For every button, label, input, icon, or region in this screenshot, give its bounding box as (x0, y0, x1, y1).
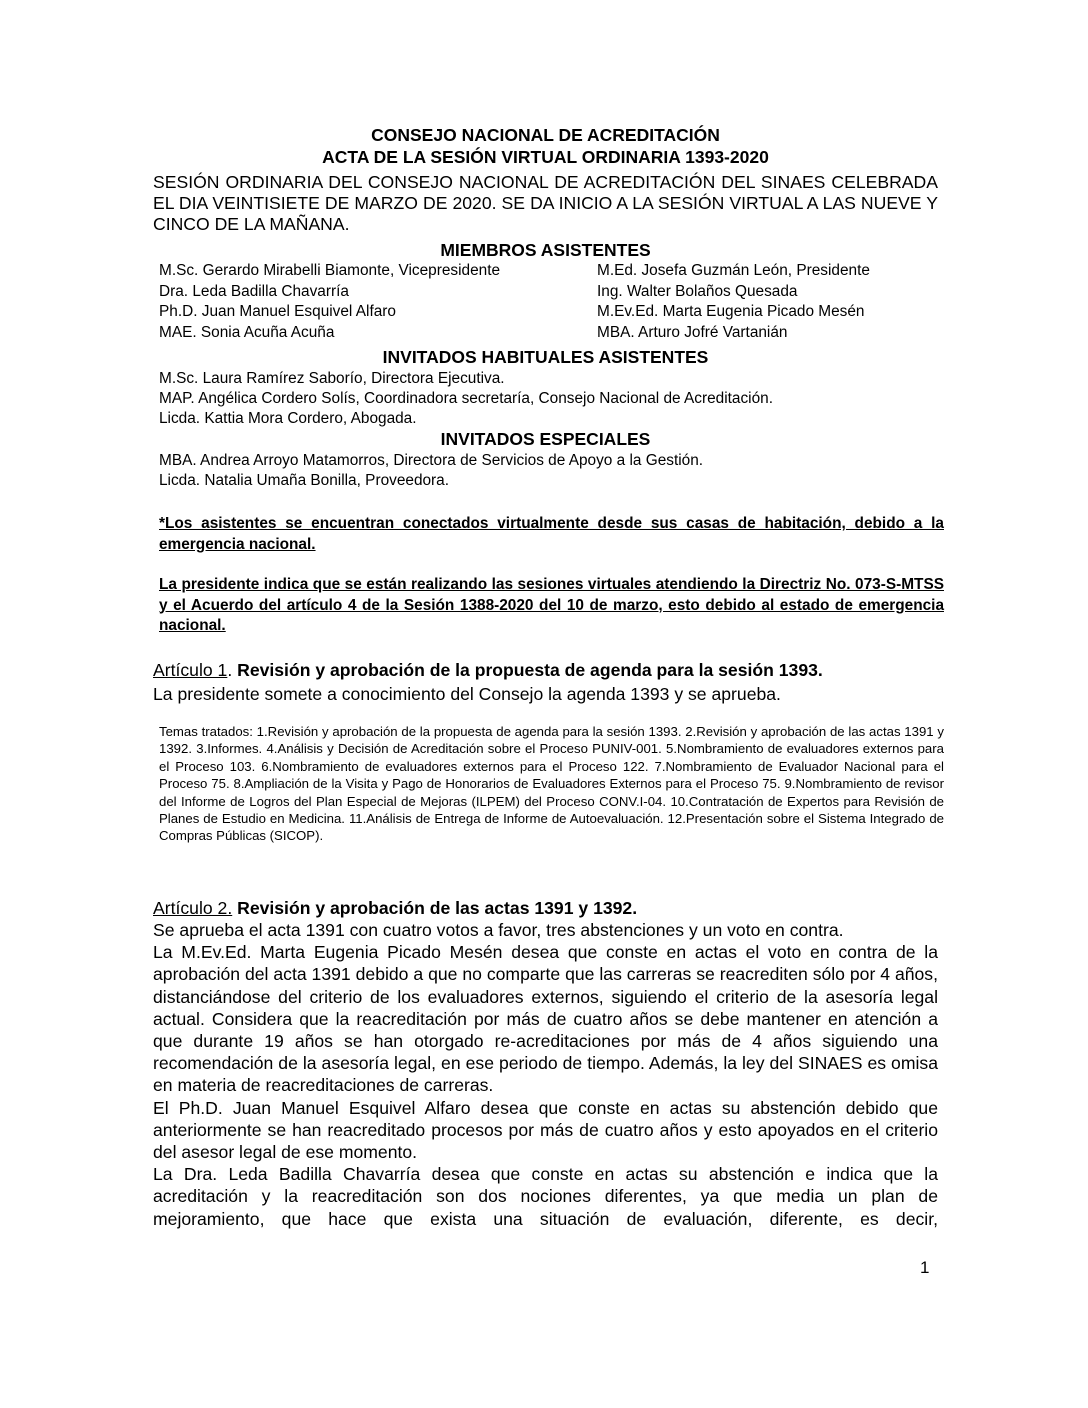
member-left-2: Dra. Leda Badilla Chavarría (159, 282, 349, 300)
regular-guests-heading: INVITADOS HABITUALES ASISTENTES (382, 347, 709, 367)
special-guest-2: Licda. Natalia Umaña Bonilla, Proveedora. (159, 472, 450, 489)
member-right-2: Ing. Walter Bolaños Quesada (597, 282, 798, 300)
article-1-heading: Artículo 1. Revisión y aprobación de la propuesta de agenda para la sesión 1393. (153, 660, 823, 680)
session-title: ACTA DE LA SESIÓN VIRTUAL ORDINARIA 1393-2020 (322, 147, 769, 167)
member-right-1: M.Ed. Josefa Guzmán León, Presidente (597, 262, 870, 279)
article-2-vote-against: La M.Ev.Ed. Marta Eugenia Picado Mesén desea que conste en actas el voto en contra de la aprobación del acta 1391 debido a que no comparte que las carreras se reacrediten sólo por 4 años, distanciándose del criterio de los evaluadores externos, siguiendo el criterio de la asesoría legal actual. Considera que la reacreditación por más de cuatro años se debe mantener en atención a que durante 19 años se han otorgado re-acreditaciones por más de 4 años siguiendo una recomendación de la asesoría legal, en ese periodo de tiempo. Además, la ley del SINAES es omisa en materia de reacreditaciones de carreras. (153, 942, 938, 1096)
article-2-approval: Se aprueba el acta 1391 con cuatro votos a favor, tres abstenciones y un voto en contra. (153, 920, 844, 940)
special-guests-list (153, 451, 944, 491)
member-left-4: MAE. Sonia Acuña Acuña (159, 324, 335, 342)
page-number: 1 (920, 1258, 930, 1277)
member-left-3: Ph.D. Juan Manuel Esquivel Alfaro (159, 303, 396, 321)
article-2-label: Artículo 2. (153, 898, 233, 918)
virtual-attendance-notice: *Los asistentes se encuentran conectados virtualmente desde sus casas de habitación, debido a la emergencia nacional. (159, 515, 944, 553)
special-guest-1: MBA. Andrea Arroyo Matamorros, Directora de Servicios de Apoyo a la Gestión. (159, 452, 704, 469)
document-title (153, 124, 938, 168)
member-right-4: MBA. Arturo Jofré Vartanián (597, 324, 788, 342)
council-name: CONSEJO NACIONAL DE ACREDITACIÓN (371, 125, 720, 145)
article-1-body: La presidente somete a conocimiento del Consejo la agenda 1393 y se aprueba. (153, 684, 781, 704)
session-intro: SESIÓN ORDINARIA DEL CONSEJO NACIONAL DE ACREDITACIÓN DEL SINAES CELEBRADA EL DIA VEINTISIETE DE MARZO DE 2020. SE DA INICIO A LA SESIÓN VIRTUAL A LAS NUEVE Y CINCO DE LA MAÑANA. (153, 172, 938, 234)
members-heading: MIEMBROS ASISTENTES (440, 240, 651, 260)
virtual-session-directive-notice: La presidente indica que se están realizando las sesiones virtuales atendiendo la Directriz No. 073-S-MTSS y el Acuerdo del artículo 4 de la Sesión 1388-2020 del 10 de marzo, esto debido al estado de emergencia nacional. (159, 576, 944, 634)
regular-guest-1: M.Sc. Laura Ramírez Saborío, Directora Ejecutiva. (159, 370, 505, 387)
member-right-3: M.Ev.Ed. Marta Eugenia Picado Mesén (597, 303, 865, 321)
article-2-abstention-1: El Ph.D. Juan Manuel Esquivel Alfaro desea que conste en actas su abstención debido que anteriormente se han reacreditado procesos por más de cuatro años y esto apoyados en el criterio del asesor legal de ese momento. (153, 1097, 938, 1163)
article-2-title: Revisión y aprobación de las actas 1391 y 1392. (237, 898, 638, 918)
regular-guests-list (153, 369, 944, 429)
members-list (153, 261, 944, 344)
member-left-1: M.Sc. Gerardo Mirabelli Biamonte, Vicepresidente (159, 262, 501, 279)
regular-guest-3: Licda. Kattia Mora Cordero, Abogada. (159, 410, 417, 427)
special-guests-heading: INVITADOS ESPECIALES (440, 429, 651, 449)
article-2-heading (153, 897, 938, 919)
article-2-body (153, 919, 938, 1230)
topics-list: Temas tratados: 1.Revisión y aprobación de la propuesta de agenda para la sesión 1393. 2.Revisión y aprobación de las actas 1391 y 1392. 3.Informes. 4.Análisis y Decisión de Acreditación sobre el Proceso PUNIV-001. 5.Nombramiento de evaluadores externos para el Proceso 103. 6.Nombramiento de evaluadores externos para el Proceso 122. 7.Nombramiento de Evaluador Nacional para el Proceso 75. 8.Ampliación de la Visita y Pago de Honorarios de Evaluadores Externos para el Proceso 75. 9.Nombramiento de revisor del Informe de Logros del Plan Especial de Mejoras (ILPEM) del Proceso CONV.I-04. 10.Contratación de Expertos para Revisión de Planes de Estudio en Medicina. 11.Análisis de Entrega de Informe de Autoevaluación. 12.Presentación sobre el Sistema Integrado de Compras Públicas (SICOP). (159, 724, 944, 844)
article-1-title: Revisión y aprobación de la propuesta de agenda para la sesión 1393. (237, 660, 823, 680)
regular-guest-2: MAP. Angélica Cordero Solís, Coordinadora secretaría, Consejo Nacional de Acreditación. (159, 390, 773, 407)
article-2-abstention-2: La Dra. Leda Badilla Chavarría desea que conste en actas su abstención e indica que la acreditación y la reacreditación son dos nociones diferentes, ya que media un plan de mejoramiento, que hace que exista una situación de evaluación, diferente, es decir, (153, 1164, 938, 1229)
article-1-label: Artículo 1 (153, 660, 228, 680)
